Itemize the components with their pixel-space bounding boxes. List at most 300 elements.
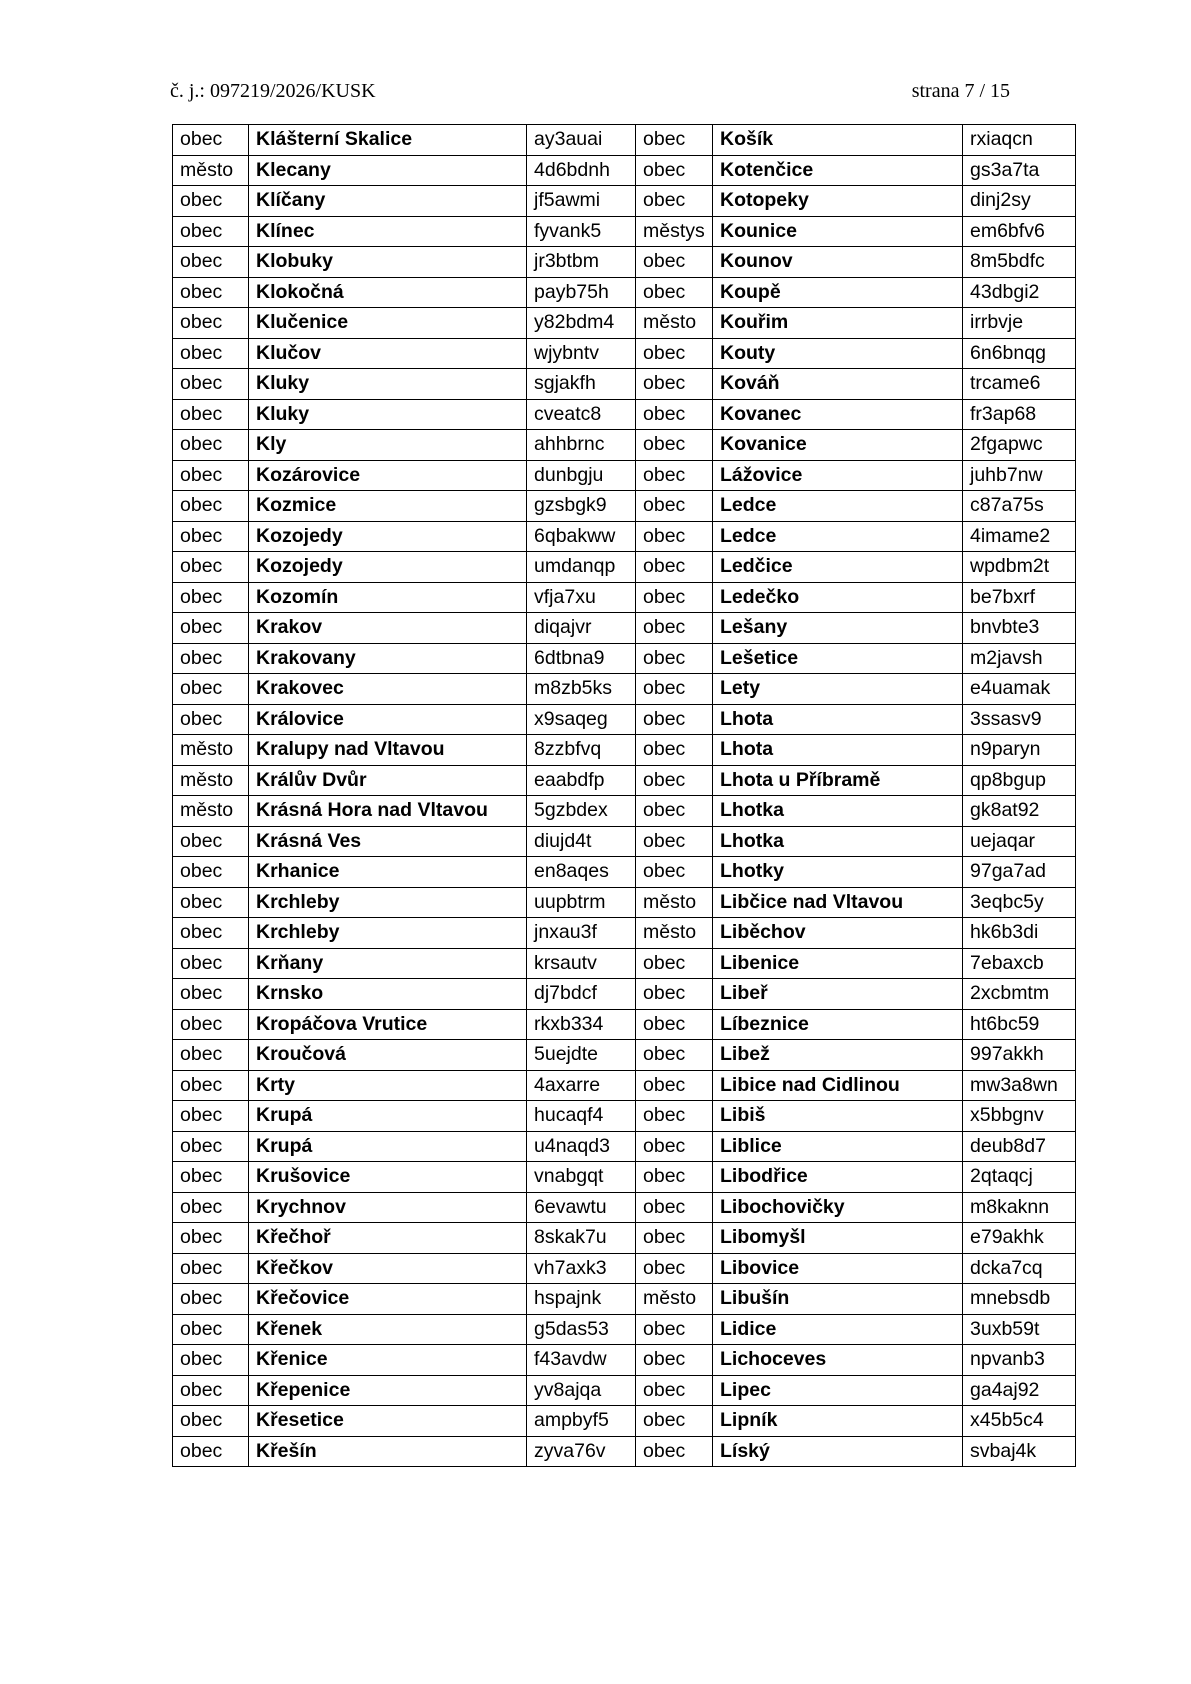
table-row — [173, 1009, 1076, 1040]
name-cell: Liběchov — [713, 918, 963, 949]
table-row — [173, 826, 1076, 857]
code-cell: m8kaknn — [963, 1192, 1076, 1223]
type-cell: město — [173, 796, 249, 827]
code-cell: juhb7nw — [963, 460, 1076, 491]
table-row — [173, 1192, 1076, 1223]
type-cell: obec — [636, 735, 713, 766]
code-cell: 8zzbfvq — [527, 735, 636, 766]
table-row — [173, 247, 1076, 278]
code-cell: diqajvr — [527, 613, 636, 644]
name-cell: Libice nad Cidlinou — [713, 1070, 963, 1101]
name-cell: Libiš — [713, 1101, 963, 1132]
type-cell: obec — [173, 582, 249, 613]
code-cell: sgjakfh — [527, 369, 636, 400]
name-cell: Ledce — [713, 521, 963, 552]
code-cell: zyva76v — [527, 1436, 636, 1467]
type-cell: obec — [636, 1345, 713, 1376]
type-cell: město — [636, 308, 713, 339]
name-cell: Lešetice — [713, 643, 963, 674]
type-cell: obec — [636, 948, 713, 979]
name-cell: Košík — [713, 125, 963, 156]
code-cell: trcame6 — [963, 369, 1076, 400]
code-cell: wpdbm2t — [963, 552, 1076, 583]
name-cell: Kozojedy — [249, 521, 527, 552]
type-cell: obec — [636, 1009, 713, 1040]
code-cell: dcka7cq — [963, 1253, 1076, 1284]
name-cell: Klučov — [249, 338, 527, 369]
name-cell: Králův Dvůr — [249, 765, 527, 796]
type-cell: obec — [636, 430, 713, 461]
table-row — [173, 277, 1076, 308]
name-cell: Líbeznice — [713, 1009, 963, 1040]
code-cell: jf5awmi — [527, 186, 636, 217]
code-cell: 6evawtu — [527, 1192, 636, 1223]
name-cell: Lidice — [713, 1314, 963, 1345]
table-row — [173, 1406, 1076, 1437]
name-cell: Kotenčice — [713, 155, 963, 186]
type-cell: obec — [173, 369, 249, 400]
code-cell: x5bbgnv — [963, 1101, 1076, 1132]
code-cell: 2qtaqcj — [963, 1162, 1076, 1193]
type-cell: město — [636, 1284, 713, 1315]
code-cell: yv8ajqa — [527, 1375, 636, 1406]
table-row — [173, 491, 1076, 522]
name-cell: Libovice — [713, 1253, 963, 1284]
name-cell: Kly — [249, 430, 527, 461]
table-row — [173, 1162, 1076, 1193]
table-row — [173, 430, 1076, 461]
type-cell: obec — [173, 1192, 249, 1223]
code-cell: e4uamak — [963, 674, 1076, 705]
type-cell: obec — [173, 1345, 249, 1376]
name-cell: Kounice — [713, 216, 963, 247]
code-cell: 5uejdte — [527, 1040, 636, 1071]
type-cell: obec — [173, 430, 249, 461]
type-cell: obec — [173, 1131, 249, 1162]
name-cell: Ledce — [713, 491, 963, 522]
name-cell: Lešany — [713, 613, 963, 644]
table-row — [173, 1040, 1076, 1071]
type-cell: obec — [173, 887, 249, 918]
name-cell: Lhota — [713, 735, 963, 766]
table-row — [173, 1314, 1076, 1345]
table-row — [173, 979, 1076, 1010]
type-cell: obec — [173, 1436, 249, 1467]
type-cell: město — [173, 765, 249, 796]
page-number: strana 7 / 15 — [911, 80, 1010, 102]
type-cell: obec — [173, 1284, 249, 1315]
name-cell: Liblice — [713, 1131, 963, 1162]
code-cell: 6n6bnqg — [963, 338, 1076, 369]
code-cell: ga4aj92 — [963, 1375, 1076, 1406]
name-cell: Křesetice — [249, 1406, 527, 1437]
name-cell: Klobuky — [249, 247, 527, 278]
name-cell: Krásná Hora nad Vltavou — [249, 796, 527, 827]
type-cell: obec — [636, 826, 713, 857]
name-cell: Křešín — [249, 1436, 527, 1467]
code-cell: g5das53 — [527, 1314, 636, 1345]
code-cell: 7ebaxcb — [963, 948, 1076, 979]
name-cell: Královice — [249, 704, 527, 735]
name-cell: Křečhoř — [249, 1223, 527, 1254]
type-cell: obec — [636, 1406, 713, 1437]
document-reference: č. j.: 097219/2026/KUSK — [170, 80, 376, 102]
type-cell: obec — [636, 186, 713, 217]
name-cell: Libež — [713, 1040, 963, 1071]
table-row — [173, 1284, 1076, 1315]
table-row — [173, 1375, 1076, 1406]
code-cell: svbaj4k — [963, 1436, 1076, 1467]
type-cell: obec — [173, 399, 249, 430]
type-cell: obec — [636, 155, 713, 186]
name-cell: Křepenice — [249, 1375, 527, 1406]
type-cell: obec — [636, 1162, 713, 1193]
type-cell: obec — [636, 369, 713, 400]
type-cell: obec — [636, 796, 713, 827]
name-cell: Ledečko — [713, 582, 963, 613]
code-cell: uejaqar — [963, 826, 1076, 857]
code-cell: 3eqbc5y — [963, 887, 1076, 918]
name-cell: Krásná Ves — [249, 826, 527, 857]
code-cell: vh7axk3 — [527, 1253, 636, 1284]
name-cell: Libomyšl — [713, 1223, 963, 1254]
table-row — [173, 216, 1076, 247]
table-row — [173, 1345, 1076, 1376]
name-cell: Kroučová — [249, 1040, 527, 1071]
name-cell: Lipník — [713, 1406, 963, 1437]
name-cell: Libušín — [713, 1284, 963, 1315]
name-cell: Koupě — [713, 277, 963, 308]
code-cell: cveatc8 — [527, 399, 636, 430]
table-row — [173, 765, 1076, 796]
code-cell: fyvank5 — [527, 216, 636, 247]
code-cell: ampbyf5 — [527, 1406, 636, 1437]
code-cell: m2javsh — [963, 643, 1076, 674]
code-cell: dj7bdcf — [527, 979, 636, 1010]
type-cell: obec — [173, 674, 249, 705]
table-row — [173, 1223, 1076, 1254]
type-cell: obec — [636, 765, 713, 796]
code-cell: gs3a7ta — [963, 155, 1076, 186]
name-cell: Klučenice — [249, 308, 527, 339]
code-cell: rxiaqcn — [963, 125, 1076, 156]
code-cell: vfja7xu — [527, 582, 636, 613]
type-cell: obec — [636, 674, 713, 705]
type-cell: obec — [636, 979, 713, 1010]
name-cell: Kluky — [249, 399, 527, 430]
name-cell: Krňany — [249, 948, 527, 979]
table-row — [173, 460, 1076, 491]
table-row — [173, 369, 1076, 400]
code-cell: dinj2sy — [963, 186, 1076, 217]
table-row — [173, 948, 1076, 979]
type-cell: obec — [636, 1040, 713, 1071]
name-cell: Krakovany — [249, 643, 527, 674]
page-header — [170, 80, 1010, 106]
code-cell: hspajnk — [527, 1284, 636, 1315]
code-cell: n9paryn — [963, 735, 1076, 766]
type-cell: obec — [636, 460, 713, 491]
code-cell: 3ssasv9 — [963, 704, 1076, 735]
type-cell: obec — [173, 186, 249, 217]
type-cell: obec — [173, 460, 249, 491]
code-cell: e79akhk — [963, 1223, 1076, 1254]
type-cell: obec — [173, 826, 249, 857]
table-row — [173, 582, 1076, 613]
type-cell: obec — [636, 704, 713, 735]
code-cell: uupbtrm — [527, 887, 636, 918]
type-cell: obec — [173, 277, 249, 308]
name-cell: Krhanice — [249, 857, 527, 888]
type-cell: obec — [173, 1223, 249, 1254]
name-cell: Klínec — [249, 216, 527, 247]
name-cell: Lipec — [713, 1375, 963, 1406]
name-cell: Lhotky — [713, 857, 963, 888]
table-row — [173, 399, 1076, 430]
table-row — [173, 735, 1076, 766]
table-row — [173, 125, 1076, 156]
type-cell: město — [173, 735, 249, 766]
type-cell: obec — [636, 552, 713, 583]
name-cell: Kouřim — [713, 308, 963, 339]
name-cell: Krnsko — [249, 979, 527, 1010]
code-cell: f43avdw — [527, 1345, 636, 1376]
name-cell: Kovanice — [713, 430, 963, 461]
name-cell: Lhota u Příbramě — [713, 765, 963, 796]
code-cell: wjybntv — [527, 338, 636, 369]
type-cell: obec — [173, 521, 249, 552]
type-cell: obec — [173, 1314, 249, 1345]
code-cell: 997akkh — [963, 1040, 1076, 1071]
name-cell: Kozojedy — [249, 552, 527, 583]
type-cell: obec — [636, 1192, 713, 1223]
type-cell: obec — [173, 338, 249, 369]
code-cell: en8aqes — [527, 857, 636, 888]
table-row — [173, 887, 1076, 918]
type-cell: obec — [173, 247, 249, 278]
code-cell: 4imame2 — [963, 521, 1076, 552]
name-cell: Křečovice — [249, 1284, 527, 1315]
name-cell: Kovanec — [713, 399, 963, 430]
table-row — [173, 796, 1076, 827]
type-cell: obec — [636, 857, 713, 888]
code-cell: 43dbgi2 — [963, 277, 1076, 308]
type-cell: obec — [636, 491, 713, 522]
table-row — [173, 1131, 1076, 1162]
municipality-table — [172, 124, 1076, 1467]
type-cell: obec — [173, 552, 249, 583]
code-cell: ht6bc59 — [963, 1009, 1076, 1040]
table-row — [173, 674, 1076, 705]
code-cell: c87a75s — [963, 491, 1076, 522]
type-cell: město — [636, 887, 713, 918]
table-row — [173, 1101, 1076, 1132]
name-cell: Kounov — [713, 247, 963, 278]
type-cell: obec — [173, 643, 249, 674]
name-cell: Kozmice — [249, 491, 527, 522]
name-cell: Kotopeky — [713, 186, 963, 217]
code-cell: 2xcbmtm — [963, 979, 1076, 1010]
code-cell: 6qbakww — [527, 521, 636, 552]
type-cell: obec — [173, 918, 249, 949]
name-cell: Lhota — [713, 704, 963, 735]
name-cell: Libenice — [713, 948, 963, 979]
type-cell: obec — [636, 1253, 713, 1284]
code-cell: ay3auai — [527, 125, 636, 156]
name-cell: Klecany — [249, 155, 527, 186]
code-cell: mnebsdb — [963, 1284, 1076, 1315]
type-cell: obec — [173, 979, 249, 1010]
type-cell: obec — [173, 491, 249, 522]
code-cell: 3uxb59t — [963, 1314, 1076, 1345]
code-cell: eaabdfp — [527, 765, 636, 796]
type-cell: obec — [636, 277, 713, 308]
name-cell: Lhotka — [713, 796, 963, 827]
code-cell: 2fgapwc — [963, 430, 1076, 461]
type-cell: obec — [173, 1253, 249, 1284]
name-cell: Ledčice — [713, 552, 963, 583]
name-cell: Kozárovice — [249, 460, 527, 491]
type-cell: obec — [173, 1009, 249, 1040]
name-cell: Křenek — [249, 1314, 527, 1345]
code-cell: 4d6bdnh — [527, 155, 636, 186]
type-cell: obec — [173, 857, 249, 888]
table-row — [173, 338, 1076, 369]
code-cell: m8zb5ks — [527, 674, 636, 705]
code-cell: payb75h — [527, 277, 636, 308]
code-cell: rkxb334 — [527, 1009, 636, 1040]
name-cell: Lichoceves — [713, 1345, 963, 1376]
name-cell: Křečkov — [249, 1253, 527, 1284]
type-cell: obec — [173, 1375, 249, 1406]
name-cell: Krupá — [249, 1131, 527, 1162]
table-row — [173, 1436, 1076, 1467]
name-cell: Kluky — [249, 369, 527, 400]
name-cell: Libochovičky — [713, 1192, 963, 1223]
type-cell: obec — [173, 1070, 249, 1101]
name-cell: Lety — [713, 674, 963, 705]
code-cell: 6dtbna9 — [527, 643, 636, 674]
type-cell: obec — [636, 1101, 713, 1132]
table-row — [173, 857, 1076, 888]
type-cell: obec — [636, 338, 713, 369]
code-cell: gzsbgk9 — [527, 491, 636, 522]
name-cell: Krakovec — [249, 674, 527, 705]
code-cell: 8m5bdfc — [963, 247, 1076, 278]
name-cell: Libodřice — [713, 1162, 963, 1193]
type-cell: obec — [173, 1406, 249, 1437]
name-cell: Líský — [713, 1436, 963, 1467]
type-cell: obec — [636, 1436, 713, 1467]
type-cell: obec — [636, 582, 713, 613]
code-cell: gk8at92 — [963, 796, 1076, 827]
code-cell: qp8bgup — [963, 765, 1076, 796]
name-cell: Klášterní Skalice — [249, 125, 527, 156]
type-cell: město — [636, 918, 713, 949]
name-cell: Klíčany — [249, 186, 527, 217]
type-cell: obec — [636, 1131, 713, 1162]
table-body — [173, 125, 1076, 1467]
type-cell: obec — [173, 1101, 249, 1132]
code-cell: em6bfv6 — [963, 216, 1076, 247]
table-row — [173, 1070, 1076, 1101]
type-cell: obec — [173, 125, 249, 156]
code-cell: diujd4t — [527, 826, 636, 857]
type-cell: městys — [636, 216, 713, 247]
type-cell: obec — [173, 1162, 249, 1193]
name-cell: Krty — [249, 1070, 527, 1101]
type-cell: obec — [636, 1223, 713, 1254]
code-cell: jr3btbm — [527, 247, 636, 278]
type-cell: obec — [636, 125, 713, 156]
code-cell: jnxau3f — [527, 918, 636, 949]
code-cell: 4axarre — [527, 1070, 636, 1101]
name-cell: Krupá — [249, 1101, 527, 1132]
code-cell: x9saqeg — [527, 704, 636, 735]
type-cell: obec — [636, 1375, 713, 1406]
code-cell: 97ga7ad — [963, 857, 1076, 888]
table-row — [173, 704, 1076, 735]
code-cell: u4naqd3 — [527, 1131, 636, 1162]
name-cell: Libčice nad Vltavou — [713, 887, 963, 918]
type-cell: obec — [636, 643, 713, 674]
code-cell: krsautv — [527, 948, 636, 979]
name-cell: Lážovice — [713, 460, 963, 491]
type-cell: obec — [636, 247, 713, 278]
name-cell: Kouty — [713, 338, 963, 369]
name-cell: Klokočná — [249, 277, 527, 308]
code-cell: hk6b3di — [963, 918, 1076, 949]
name-cell: Kováň — [713, 369, 963, 400]
code-cell: irrbvje — [963, 308, 1076, 339]
type-cell: obec — [636, 521, 713, 552]
name-cell: Křenice — [249, 1345, 527, 1376]
code-cell: umdanqp — [527, 552, 636, 583]
table-row — [173, 613, 1076, 644]
code-cell: ahhbrnc — [527, 430, 636, 461]
type-cell: obec — [636, 1314, 713, 1345]
code-cell: y82bdm4 — [527, 308, 636, 339]
name-cell: Libeř — [713, 979, 963, 1010]
type-cell: obec — [173, 948, 249, 979]
name-cell: Kralupy nad Vltavou — [249, 735, 527, 766]
name-cell: Krakov — [249, 613, 527, 644]
table-row — [173, 552, 1076, 583]
table-row — [173, 1253, 1076, 1284]
name-cell: Krchleby — [249, 918, 527, 949]
code-cell: vnabgqt — [527, 1162, 636, 1193]
type-cell: obec — [173, 216, 249, 247]
code-cell: dunbgju — [527, 460, 636, 491]
table-row — [173, 521, 1076, 552]
code-cell: bnvbte3 — [963, 613, 1076, 644]
type-cell: obec — [636, 1070, 713, 1101]
table-row — [173, 643, 1076, 674]
code-cell: mw3a8wn — [963, 1070, 1076, 1101]
code-cell: be7bxrf — [963, 582, 1076, 613]
code-cell: npvanb3 — [963, 1345, 1076, 1376]
name-cell: Kropáčova Vrutice — [249, 1009, 527, 1040]
type-cell: město — [173, 155, 249, 186]
code-cell: 5gzbdex — [527, 796, 636, 827]
table-row — [173, 918, 1076, 949]
table-row — [173, 308, 1076, 339]
code-cell: fr3ap68 — [963, 399, 1076, 430]
code-cell: hucaqf4 — [527, 1101, 636, 1132]
code-cell: deub8d7 — [963, 1131, 1076, 1162]
type-cell: obec — [173, 308, 249, 339]
type-cell: obec — [173, 613, 249, 644]
